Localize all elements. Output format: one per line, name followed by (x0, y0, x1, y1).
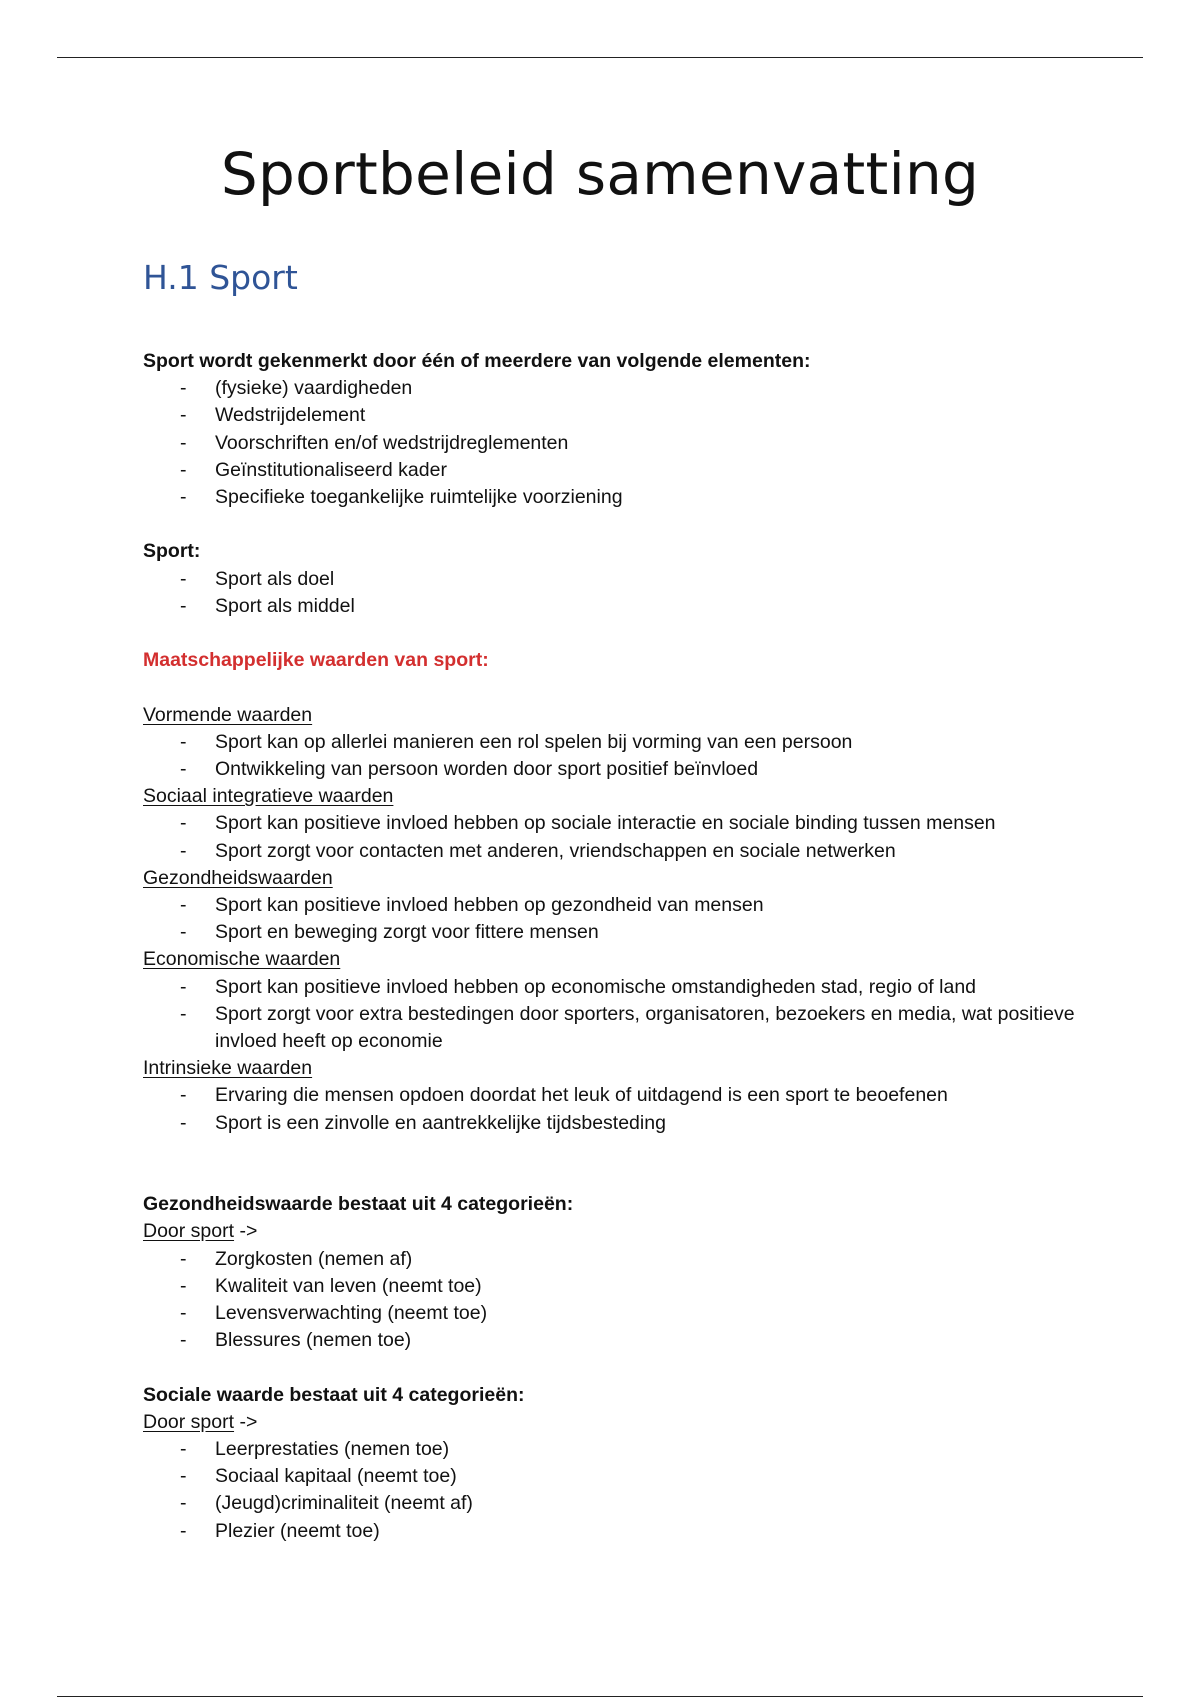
subsection-label: Door sport -> (143, 1410, 258, 1433)
bullet-list (143, 1436, 1083, 1545)
list-item: - Zorgkosten (nemen af) (180, 1247, 413, 1270)
bullet-list (143, 1082, 1083, 1136)
list-item: - Sport zorgt voor extra bestedingen door sporters, organisatoren, bezoekers en media, wat positieve invloed heeft op economie (180, 1002, 1075, 1053)
bullet-list (143, 729, 1083, 783)
subsection-label: Economische waarden (143, 948, 341, 971)
section-heading-highlight: Maatschappelijke waarden van sport: (143, 649, 489, 672)
bottom-rule (57, 1696, 1143, 1697)
bullet-list (143, 810, 1083, 864)
list-item: - Sociaal kapitaal (neemt toe) (180, 1465, 457, 1488)
list-item: - Blessures (nemen toe) (180, 1329, 412, 1352)
list-item: - Ervaring die mensen opdoen doordat het leuk of uitdagend is een sport te beoefenen (180, 1084, 948, 1107)
list-item: - Specifieke toegankelijke ruimtelijke voorziening (180, 486, 623, 509)
list-item: - Sport kan positieve invloed hebben op economische omstandigheden stad, regio of land (180, 975, 977, 998)
list-item: - Sport als doel (180, 567, 335, 590)
list-item: - Sport als middel (180, 594, 355, 617)
list-item: - Wedstrijdelement (180, 404, 366, 427)
section-heading: Sport wordt gekenmerkt door één of meerdere van volgende elementen: (143, 350, 811, 372)
list-item: - Sport zorgt voor contacten met anderen, vriendschappen en sociale netwerken (180, 839, 896, 862)
section-heading: Sport: (143, 540, 201, 563)
list-item: - Levensverwachting (neemt toe) (180, 1302, 488, 1325)
list-item: - (Jeugd)criminaliteit (neemt af) (180, 1492, 473, 1515)
chapter-heading: H.1 Sport (143, 258, 298, 297)
document-title: Sportbeleid samenvatting (220, 140, 980, 208)
list-item: - Leerprestaties (nemen toe) (180, 1438, 450, 1461)
list-item: - Voorschriften en/of wedstrijdreglementen (180, 431, 569, 454)
list-item: - Sport is een zinvolle en aantrekkelijke tijdsbesteding (180, 1111, 666, 1134)
bullet-list (143, 566, 1083, 620)
subsection-label: Intrinsieke waarden (143, 1057, 313, 1080)
top-rule (57, 57, 1143, 58)
section-heading: Sociale waarde bestaat uit 4 categorieën: (143, 1383, 525, 1406)
bullet-list (143, 1246, 1083, 1355)
bullet-list (143, 974, 1083, 1056)
subsection-label: Vormende waarden (143, 703, 313, 726)
list-item: - Sport kan op allerlei manieren een rol spelen bij vorming van een persoon (180, 730, 853, 753)
list-item: - Kwaliteit van leven (neemt toe) (180, 1274, 482, 1297)
list-item: - Plezier (neemt toe) (180, 1519, 380, 1542)
subsection-label: Door sport -> (143, 1220, 258, 1243)
list-item: - (fysieke) vaardigheden (180, 377, 413, 400)
section-heading: Gezondheidswaarde bestaat uit 4 categorieën: (143, 1193, 574, 1216)
list-item: - Sport en beweging zorgt voor fittere mensen (180, 921, 599, 944)
subsection-label: Gezondheidswaarden (143, 866, 333, 889)
list-item: - Geïnstitutionaliseerd kader (180, 458, 447, 481)
bullet-list (143, 892, 1083, 946)
list-item: - Ontwikkeling van persoon worden door sport positief beïnvloed (180, 758, 759, 780)
document-body (143, 348, 1083, 1545)
list-item: - Sport kan positieve invloed hebben op gezondheid van mensen (180, 894, 764, 917)
list-item: - Sport kan positieve invloed hebben op sociale interactie en sociale binding tussen mensen (180, 812, 996, 835)
bullet-list (143, 375, 1083, 511)
subsection-label: Sociaal integratieve waarden (143, 785, 394, 808)
